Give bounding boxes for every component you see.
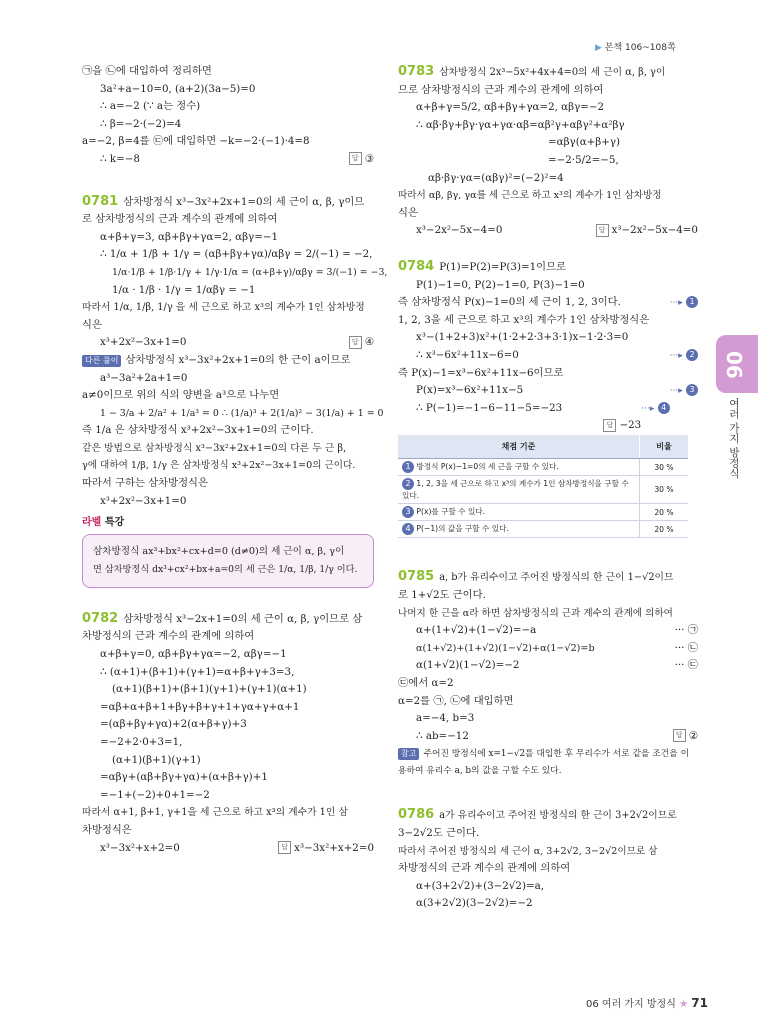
text-fragment: x³+2x²−3x+1=0	[100, 336, 187, 349]
star-icon: ★	[679, 999, 689, 1010]
special-lecture-title	[82, 514, 374, 532]
math-line: 1 − 3/a + 2/a² + 1/a³ = 0 ∴ (1/a)³ + 2(1/a)² − 3(1/a) + 1 = 0	[100, 407, 384, 419]
criterion: P(−1)의 값을 구할 수 있다.	[416, 524, 509, 534]
problem-0786	[398, 806, 698, 825]
math-line: ∴ αβ·βγ+βγ·γα+γα·αβ=αβ²γ+αβγ²+α²βγ	[416, 118, 625, 131]
answer-mark-icon: 답	[673, 729, 686, 742]
text-line: 로 1+√2도 근이다.	[398, 589, 486, 602]
math-line: a=−4, b=3	[416, 712, 475, 725]
text-line: 삼차방정식 ax³+bx²+cx+d=0 (d≠0)의 세 근이 α, β, γ이	[93, 545, 345, 557]
problem-0781	[82, 193, 374, 212]
page-header	[595, 40, 676, 53]
answer	[603, 417, 641, 435]
answer	[349, 151, 374, 169]
text-line: ∴ a=−2 (∵ a는 정수)	[100, 100, 201, 113]
problem-number: 0785	[398, 569, 435, 585]
criterion: 방정식 P(x)−1=0의 세 근을 구할 수 있다.	[416, 462, 559, 472]
table-cell	[398, 459, 640, 476]
step-number: 4	[402, 523, 414, 535]
math-line: =(αβ+βγ+γα)+2(α+β+γ)+3	[100, 718, 247, 731]
text-fragment: α(1+√2)+(1+√2)(1−√2)+α(1−√2)=b	[416, 642, 595, 654]
note-line: 용하여 유리수 a, b의 값을 구할 수도 있다.	[398, 766, 562, 777]
math-line	[398, 400, 698, 418]
text-line	[82, 840, 374, 858]
text-line	[398, 728, 698, 746]
text-fragment: ∴ x³−6x²+11x−6=0	[416, 348, 519, 361]
text-line: 나머지 한 근을 α라 하면 삼차방정식의 근과 계수의 관계에 의하여	[398, 607, 673, 619]
text-line: α+β+γ=3, αβ+βγ+γα=2, αβγ=−1	[100, 230, 279, 243]
note-line	[398, 745, 698, 763]
text-line: 면 삼차방정식 dx³+cx²+bx+a=0의 세 근은 1/α, 1/β, 1/γ 이다.	[93, 563, 358, 575]
text-fragment: 삼차방정식 x³−3x²+2x+1=0의 한 근이 a이므로	[125, 353, 351, 366]
text-line: 차방정식의 근과 계수의 관계에 의하여	[398, 862, 571, 875]
math-line	[398, 657, 698, 675]
answer-text: −23	[619, 419, 642, 432]
text-line	[82, 151, 374, 169]
alt-solution-tag: 다른 풀이	[82, 355, 121, 367]
text-line: a≠0이므로 위의 식의 양변을 a³으로 나누면	[82, 389, 280, 402]
text-line: 따라서 α+1, β+1, γ+1을 세 근으로 하고 x³의 계수가 1인 삼	[82, 807, 348, 819]
step-number: 2	[686, 349, 698, 361]
note-tag: 참고	[398, 748, 419, 760]
table-header: 비율	[640, 435, 689, 459]
answer-text: ③	[364, 152, 374, 165]
text-line: 식은	[398, 206, 418, 219]
math-line	[398, 622, 698, 640]
text-fragment: ∴ ab=−12	[416, 729, 469, 742]
answer-mark-icon: 답	[349, 152, 362, 165]
math-line: ∴ (α+1)+(β+1)+(γ+1)=α+β+γ+3=3,	[100, 665, 295, 678]
text-line: 따라서 구하는 삼차방정식은	[82, 477, 208, 490]
answer	[349, 334, 374, 352]
step-number: 4	[658, 402, 670, 414]
answer	[278, 840, 374, 858]
table-row	[398, 504, 688, 521]
footer-chapter: 06 여러 가지 방정식	[586, 999, 676, 1010]
step-number: 3	[686, 384, 698, 396]
step-marker	[670, 347, 698, 366]
text-line: 로 삼차방정식의 근과 계수의 관계에 의하여	[82, 213, 278, 226]
text-line: ∴ β=−2·(−2)=4	[100, 117, 182, 130]
answer-mark-icon: 답	[278, 841, 291, 854]
circled-label: ㉡	[687, 641, 698, 654]
text-line: 3−2√2도 근이다.	[398, 827, 480, 839]
text-line: 따라서 1/α, 1/β, 1/γ 을 세 근으로 하고 x³의 계수가 1인 삼차방정	[82, 302, 365, 314]
math-line: 1/α·1/β + 1/β·1/γ + 1/γ·1/α = (α+β+γ)/αβγ = 3/(−1) = −3,	[112, 266, 388, 278]
chevron-right-icon: ▶	[595, 43, 602, 53]
dots-arrow-icon: ···▸	[669, 386, 683, 397]
math-line	[398, 347, 698, 365]
equation-label: ··· ㉡	[674, 641, 698, 654]
problem-0783	[398, 63, 698, 82]
criterion: P(x)를 구할 수 있다.	[416, 507, 486, 517]
text-line	[398, 294, 698, 312]
text-fragment: a, b가 유리수이고 주어진 방정식의 한 근이 1−√2이므	[439, 572, 674, 584]
table-row	[398, 521, 688, 538]
text-line: γ에 대하여 1/β, 1/γ 은 삼차방정식 x³+2x²−3x+1=0의 근이다.	[82, 460, 356, 472]
text-line: 차방정식은	[82, 823, 132, 836]
text-line: ㉢에서 α=2	[398, 677, 454, 690]
math-line	[398, 640, 698, 658]
table-cell	[398, 504, 640, 521]
math-line: αβ·βγ·γα=(αβγ)²=(−2)²=4	[428, 171, 564, 184]
text-line: α=2를 ㉠, ㉡에 대입하면	[398, 694, 514, 707]
circled-label: ㉠	[687, 624, 698, 637]
table-row	[398, 476, 688, 504]
text-line: a=−2, β=4를 ㉢에 대입하면 −k=−2·(−1)·4=8	[82, 135, 310, 148]
math-line: x³−(1+2+3)x²+(1·2+2·3+3·1)x−1·2·3=0	[416, 331, 629, 344]
special-title-text: 특강	[104, 517, 125, 529]
text-line: 3a²+a−10=0, (a+2)(3a−5)=0	[100, 82, 256, 95]
problem-number: 0782	[82, 610, 119, 626]
reference-label: 본책 106~108쪽	[604, 43, 676, 53]
special-lecture-box	[82, 534, 374, 588]
page-number: 71	[691, 996, 708, 1010]
step-number: 1	[686, 296, 698, 308]
text-fragment: 주어진 방정식에 x=1−√2를 대입한 후 무리수가 서로 같을 조건을 이	[423, 749, 690, 760]
text-line	[82, 334, 374, 352]
chapter-title: 여러 가지 방정식	[728, 398, 740, 479]
step-number: 1	[402, 461, 414, 473]
text-fragment: α(1+√2)(1−√2)=−2	[416, 659, 520, 672]
step-marker	[670, 382, 698, 401]
dots-arrow-icon: ···▸	[669, 350, 683, 361]
math-line: (α+1)(β+1)(γ+1)	[112, 753, 201, 766]
text-line	[82, 352, 374, 370]
text-line: 따라서 αβ, βγ, γα를 세 근으로 하고 x³의 계수가 1인 삼차방정	[398, 190, 662, 202]
text-fragment: α+(1+√2)+(1−√2)=−a	[416, 624, 537, 637]
table-cell	[398, 521, 640, 538]
math-line: =−2+2·0+3=1,	[100, 736, 183, 748]
text-fragment: ∴ P(−1)=−1−6−11−5=−23	[416, 401, 563, 414]
problem-0785	[398, 568, 698, 587]
chapter-tab[interactable]	[716, 335, 758, 393]
dots-arrow-icon: ···▸	[669, 298, 683, 309]
problem-0784	[398, 258, 698, 277]
problem-number: 0781	[82, 193, 119, 209]
dots-arrow-icon: ···▸	[641, 403, 655, 414]
step-number: 2	[402, 478, 414, 490]
text-line: 즉 P(x)−1=x³−6x²+11x−6이므로	[398, 366, 564, 379]
right-column	[398, 63, 698, 913]
text-line: x³+2x²−3x+1=0	[100, 494, 187, 507]
table-header-row	[398, 435, 688, 459]
math-line: α+(3+2√2)+(3−2√2)=a,	[416, 879, 545, 892]
problem-number: 0784	[398, 258, 435, 274]
answer-mark-icon: 답	[349, 336, 362, 349]
text-fragment: 즉 삼차방정식 P(x)−1=0의 세 근이 1, 2, 3이다.	[398, 296, 621, 309]
math-line: 1/α · 1/β · 1/γ = 1/αβγ = −1	[112, 283, 256, 296]
text-line: 즉 1/a 은 삼차방정식 x³+2x²−3x+1=0의 근이다.	[82, 424, 314, 437]
table-cell: 30 %	[640, 476, 689, 504]
circled-label: ㉢	[687, 659, 698, 672]
text-line: 같은 방법으로 삼차방정식 x³−3x²+2x+1=0의 다른 두 근 β,	[82, 442, 347, 454]
table-row	[398, 459, 688, 476]
equation-label: ··· ㉢	[674, 659, 698, 672]
answer	[596, 222, 698, 240]
answer-mark-icon: 답	[603, 419, 616, 432]
table-cell: 20 %	[640, 504, 689, 521]
math-line: α+β+γ=5/2, αβ+βγ+γα=2, αβγ=−2	[416, 101, 605, 114]
text-fragment: 삼차방정식 2x³−5x²+4x+4=0의 세 근이 α, β, γ이	[439, 67, 666, 78]
text-line: α+β+γ=0, αβ+βγ+γα=−2, αβγ=−1	[100, 648, 287, 661]
text-line: 1, 2, 3을 세 근으로 하고 x³의 계수가 1인 삼차방정식은	[398, 313, 650, 326]
problem-number: 0783	[398, 64, 435, 79]
text-line: a³−3a²+2a+1=0	[100, 371, 188, 384]
text-fragment: P(x)=x³−6x²+11x−5	[416, 384, 524, 397]
equation-label: ··· ㉠	[674, 624, 698, 637]
left-column	[82, 63, 388, 857]
special-prefix: 라벨	[82, 517, 102, 529]
text-fragment: 삼차방정식 x³−2x+1=0의 세 근이 α, β, γ이므로 삼	[123, 612, 363, 625]
text-fragment: x³−3x²+x+2=0	[100, 841, 180, 854]
text-fragment: P(1)=P(2)=P(3)=1이므로	[439, 260, 567, 273]
problem-0782	[82, 610, 374, 629]
math-line: =−2·5/2=−5,	[548, 153, 619, 166]
page-footer	[586, 995, 708, 1010]
answer	[673, 728, 698, 746]
text-line: 따라서 주어진 방정식의 세 근이 α, 3+2√2, 3−2√2이므로 삼	[398, 845, 658, 857]
text-fragment: a가 유리수이고 주어진 방정식의 한 근이 3+2√2이므로	[439, 810, 677, 822]
answer-text: ④	[364, 336, 374, 349]
step-marker	[641, 400, 669, 419]
problem-number: 0786	[398, 807, 435, 823]
math-line: =αβγ(α+β+γ)	[548, 136, 621, 149]
text-fragment: x³−2x²−5x−4=0	[416, 224, 503, 237]
table-header: 채점 기준	[398, 435, 640, 459]
math-line: ∴ 1/α + 1/β + 1/γ = (αβ+βγ+γα)/αβγ = 2/(−1) = −2,	[100, 248, 373, 261]
math-line: =αβγ+(αβ+βγ+γα)+(α+β+γ)+1	[100, 771, 268, 784]
answer-text: ②	[688, 729, 698, 742]
text-line: 므로 삼차방정식의 근과 계수의 관계에 의하여	[398, 83, 604, 96]
text-line: 차방정식의 근과 계수의 관계에 의하여	[82, 630, 255, 643]
math-line: =−1+(−2)+0+1=−2	[100, 788, 210, 801]
text-fragment: ∴ k=−8	[100, 152, 140, 165]
scoring-table	[398, 435, 688, 539]
text-fragment: 삼차방정식 x³−3x²+2x+1=0의 세 근이 α, β, γ이므	[123, 195, 365, 208]
math-line: α(3+2√2)(3−2√2)=−2	[416, 897, 533, 910]
answer-text: x³−3x²+x+2=0	[294, 841, 374, 854]
table-cell	[398, 476, 640, 504]
math-line	[398, 382, 698, 400]
answer-mark-icon: 답	[596, 224, 609, 237]
text-line	[398, 222, 698, 240]
table-cell: 20 %	[640, 521, 689, 538]
step-number: 3	[402, 506, 414, 518]
text-line: ㉠을 ㉡에 대입하여 정리하면	[82, 65, 212, 77]
criterion: 1, 2, 3을 세 근으로 하고 x³의 계수가 1인 삼차방정식을 구할 수 있다.	[402, 479, 629, 501]
math-line: =αβ+α+β+1+βγ+β+γ+1+γα+γ+α+1	[100, 700, 300, 713]
answer-text: x³−2x²−5x−4=0	[611, 224, 698, 237]
math-line: (α+1)(β+1)+(β+1)(γ+1)+(γ+1)(α+1)	[112, 683, 307, 696]
step-marker	[670, 294, 698, 313]
math-line: P(1)−1=0, P(2)−1=0, P(3)−1=0	[416, 278, 585, 291]
chapter-number: 06	[722, 351, 746, 379]
text-line: 식은	[82, 318, 102, 331]
table-cell: 30 %	[640, 459, 689, 476]
